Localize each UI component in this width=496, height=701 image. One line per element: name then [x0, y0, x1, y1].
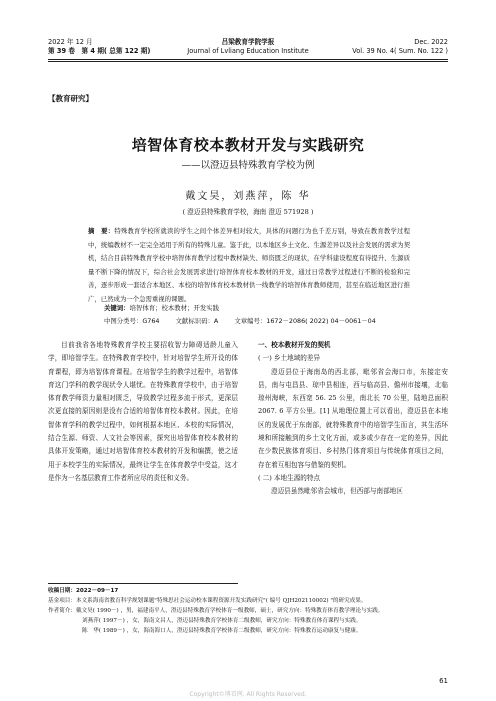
authors: 戴文昊，刘燕萍，陈 华: [185, 191, 311, 202]
classification: [104, 316, 390, 325]
article-subtitle: ——以澄迈县特殊教育学校为例: [181, 160, 315, 171]
author-bio-1: 作者简介：戴文昊( 1990－) ，男，福建南平人，澄迈县特殊教育学校体育一级教师，硕士，研究方向：特殊教育体育教学理论与实践。: [48, 608, 384, 614]
header-volume: 第 39 卷 第 4 期( 总第 122 期): [48, 47, 151, 55]
header-date-en: Dec. 2022: [414, 38, 448, 46]
section-tag: 【教育研究】: [48, 94, 93, 103]
received-date: 收稿日期：2022－09－17: [48, 588, 119, 594]
clc-number: 中图分类号：G764: [104, 317, 160, 325]
keywords-label: 关键词：: [104, 304, 130, 312]
page-number: 61: [439, 677, 448, 685]
author-bio-3: 陈 华( 1989－) ，女，海南海口人，澄迈县特殊教育学校体育二级教师，研究方向：特殊教育运动康复与健康。: [82, 628, 362, 634]
body-paragraph: 澄迈县虽然毗邻省会城市，但西部与南部地区: [271, 487, 403, 496]
header-volume-en: Vol. 39 No. 4( Sum. No. 122 ): [352, 47, 448, 55]
header-journal-en: Journal of Lvliang Education Institute: [187, 47, 309, 55]
copyright-notice: Copyright©博看网. All Rights Reserved.: [189, 691, 307, 698]
body-paragraph: 澄迈县位于海南岛的西北部，毗邻省会海口市，东接定安县，南与屯昌县、琼中县相连，西与临高县、儋州市接壤，北临琼州海峡，东西宽 56. 25 公里，南北长 70 公里，陆地总面积 2067. 6 平方公里。[1] 从地理位置上可以看出，澄迈县在本地区的发展优于东南部，就特殊教育中的培智学生而言，其生活环境和所接触到的乡土文化方面，或多或少存在一定的差异，因此在少数民族体育项目、乡村热门体育项目与传统体育项目之间，存在着互相包容与借鉴的契机。: [258, 367, 448, 469]
body-right-column: [258, 339, 448, 499]
subsection-heading-1: ( 一) 乡土地域的差异: [258, 354, 321, 363]
footnotes: [48, 586, 448, 636]
abstract-text: 特殊教育学校所就读的学生之间个体差异相对较大，具体的问题行为也千差万别，导致在教育教学过程中，统编教材不一定完全适用于所有的特殊儿童。鉴于此，以本地区乡土文化、生源差异以及社会发展的需求为契机，结合目前特殊教育学校中培智体育教学过程中教材缺失、师资匮乏的现状，在学科建设程度有待提升、生源质量不断下降的情况下，综合社会发展需求进行培智体育校本教材的开发，通过日常教学过程进行不断的检验和完善，逐步形成一套适合本地区、本校的培智体育校本教材供一线教学的培智体育教师使用，甚至在临近地区进行推广，已然成为一个急需重视的课题。: [88, 227, 411, 303]
section-heading-1: 一、校本教材开发的契机: [258, 341, 331, 349]
header-rule: [48, 59, 448, 60]
abstract: [88, 225, 410, 306]
footnote-rule: [48, 583, 238, 584]
document-code: 文献标识码：A: [175, 317, 219, 325]
body-left-column: [48, 339, 238, 485]
body-paragraph: 目前我省各地特殊教育学校主要招收智力障碍适龄儿童入学，即培智学生。在特殊教育学校中，针对培智学生所开设的体育课程，即为培智体育课程。在培智学生的教学过程中，培智体育这门学科的教学现状令人堪忧。在特殊教育学校中，由于培智体育教学师资力量相对匮乏，导致教学过程多流于形式，更深层次更直接的原因则是没有合适的培智体育校本教材。因此，在培智体育学科的教学过程中，如何根据本地区、本校的实际情况，结合生源、师资、人文社会等因素，探究出培智体育校本教材的具体开发策略，通过对培智体育校本教材的开发和编撰，使之适用于本校学生的实际情况，最终让学生在体育教学中受益，这才是作为一名基层教育工作者所应尽的责任和义务。: [48, 341, 238, 482]
abstract-label: 摘 要：: [88, 227, 115, 235]
subsection-heading-2: ( 二) 本地生源的特点: [258, 473, 321, 482]
header-rule-2: [48, 61, 448, 62]
fund-note: 基金项目：本文系海南省教育科学规划课题"特殊思社会运动校本课程资源开发实践研究"( 编号 QJH202110002) "的研究成果。: [48, 598, 367, 604]
keywords-text: 培智体育；校本教材；开发实践: [129, 304, 220, 312]
article-number: 文章编号：1672－2086( 2022) 04－0061－04: [234, 317, 376, 325]
header-journal-cn: 吕梁教育学院学报: [221, 38, 275, 46]
affiliation: ( 澄迈县特殊教育学校，海南 澄迈 571928 ): [182, 208, 314, 216]
header-date: 2022 年 12 月: [48, 38, 93, 46]
author-bio-2: 刘燕萍( 1997－) ，女，海南文昌人，澄迈县特殊教育学校体育二级教师，研究方向：特殊教育体育课程与实践。: [82, 618, 362, 624]
keywords: [104, 303, 219, 312]
article-title: 培智体育校本教材开发与实践研究: [131, 136, 365, 154]
